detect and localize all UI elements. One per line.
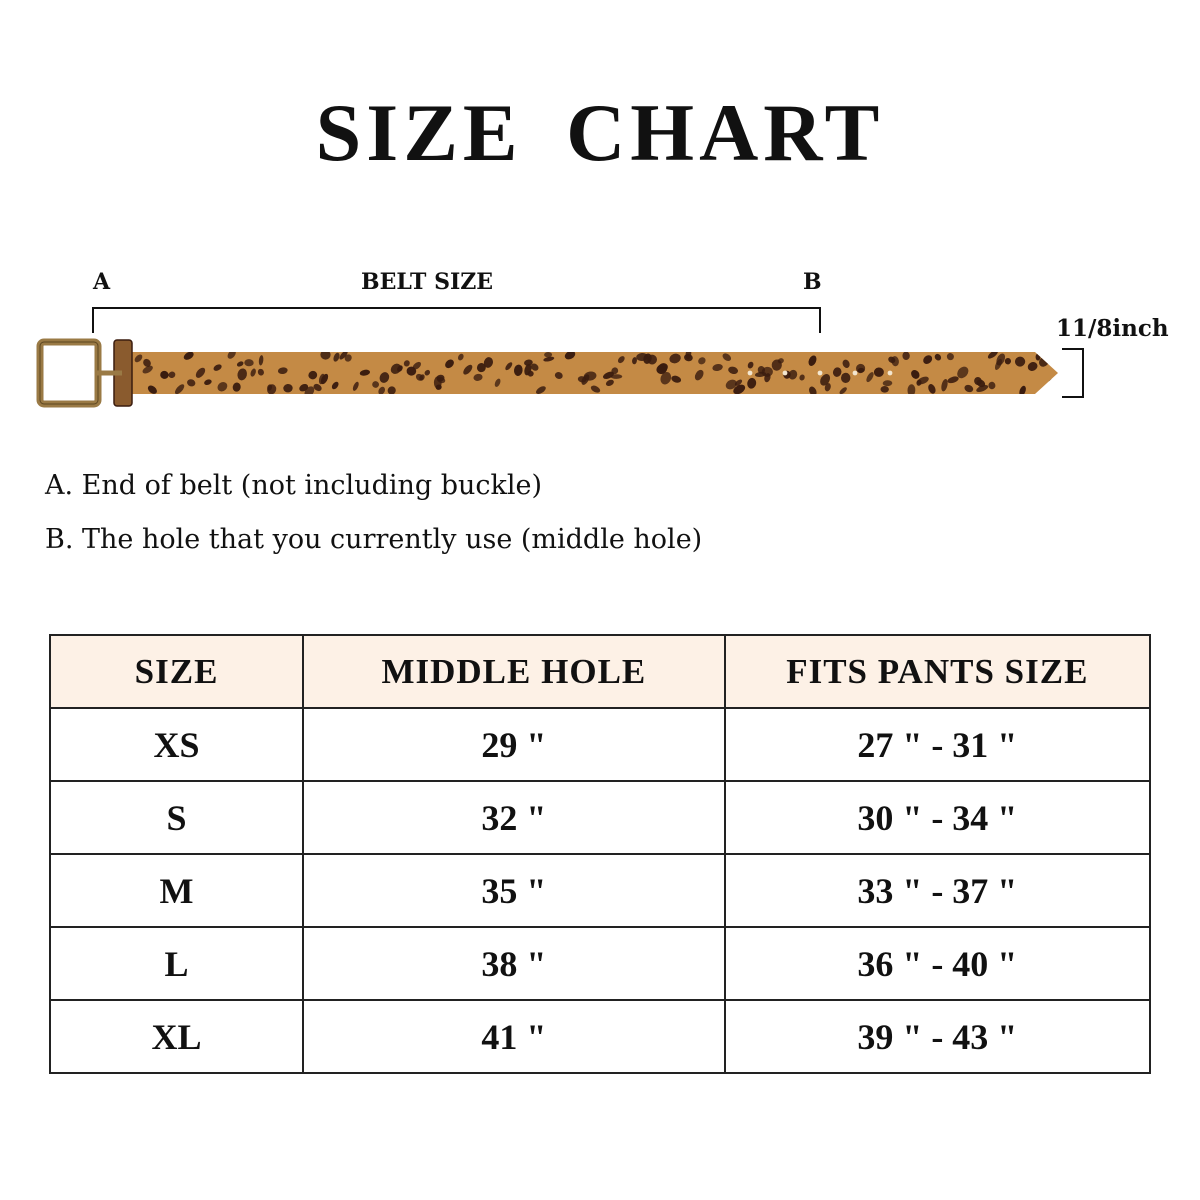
- buckle-icon: [40, 342, 122, 404]
- marker-b-label: B: [803, 269, 822, 295]
- page-title: SIZE CHART: [315, 87, 885, 178]
- header-fits-pants-size: FITS PANTS SIZE: [725, 635, 1150, 708]
- belt-width-label: 11/8inch: [1056, 315, 1169, 342]
- cell-middle-hole: 32 ": [303, 781, 725, 854]
- belt-size-label: BELT SIZE: [361, 269, 494, 295]
- cell-size: XL: [50, 1000, 303, 1073]
- belt-illustration: [30, 330, 1060, 415]
- cell-middle-hole: 38 ": [303, 927, 725, 1000]
- header-middle-hole: MIDDLE HOLE: [303, 635, 725, 708]
- note-b: B. The hole that you currently use (middle hole): [45, 524, 703, 555]
- cell-pants-size: 30 " - 34 ": [725, 781, 1150, 854]
- cell-size: M: [50, 854, 303, 927]
- table-header-row: [50, 635, 1150, 708]
- table-row: [50, 708, 1150, 781]
- table-row: [50, 1000, 1150, 1073]
- table-row: [50, 781, 1150, 854]
- table-row: [50, 927, 1150, 1000]
- cell-pants-size: 36 " - 40 ": [725, 927, 1150, 1000]
- size-table: [49, 634, 1151, 1074]
- cell-pants-size: 27 " - 31 ": [725, 708, 1150, 781]
- cell-size: S: [50, 781, 303, 854]
- cell-pants-size: 33 " - 37 ": [725, 854, 1150, 927]
- cell-middle-hole: 41 ": [303, 1000, 725, 1073]
- cell-size: XS: [50, 708, 303, 781]
- belt-width-bracket: [1062, 348, 1084, 398]
- cell-size: L: [50, 927, 303, 1000]
- note-a: A. End of belt (not including buckle): [45, 470, 543, 501]
- cell-pants-size: 39 " - 43 ": [725, 1000, 1150, 1073]
- cell-middle-hole: 29 ": [303, 708, 725, 781]
- belt-strap: [118, 348, 1058, 399]
- header-size: SIZE: [50, 635, 303, 708]
- cell-middle-hole: 35 ": [303, 854, 725, 927]
- table-row: [50, 854, 1150, 927]
- marker-a-label: A: [93, 269, 111, 295]
